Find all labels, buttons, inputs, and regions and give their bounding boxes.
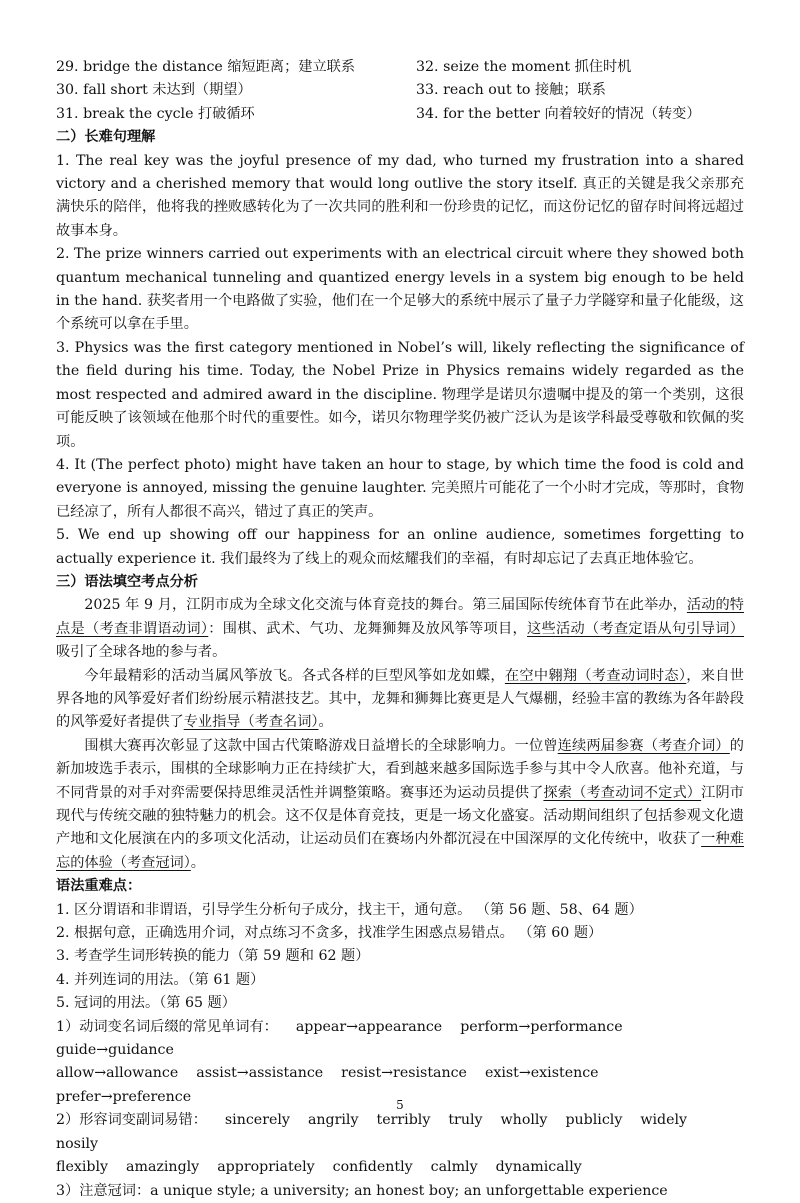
p3-blank-3: 一种难忘的体验（考查冠词）: [56, 831, 744, 871]
p3-blank-1: 连续两届参赛（考查介词）: [557, 737, 730, 754]
p3-text-c: 江阴市现代与传统交融的独特魅力的机会。这不仅是体育竞技，更是一场文化盛宴。活动期间组织了包括参观文化遗产地和文化展演在内的多项文化活动，让运动员们在赛场内外都沉浸在中国深厚的文化传统中，收获了: [56, 784, 744, 848]
passage-paragraph-3: [56, 735, 744, 875]
grammar-point-5: 5. 冠词的用法。（第 65 题）: [56, 995, 236, 1012]
adverb-word: truly: [448, 1112, 483, 1129]
p1-text-a: 2025 年 9 月，江阴市成为全球文化交流与体育竞技的舞台。第三届国际传统体育节在此举办，: [84, 597, 687, 614]
passage-paragraph-1: [56, 594, 744, 664]
p3-text-b: 的新加坡选手表示，围棋的全球影响力正在持续扩大，看到越来越多国际选手参与其中令人欣喜。他补充道，与不同背景的对手对弈需要保持思维灵活性并调整策略。赛事还为运动员提供了: [56, 737, 744, 801]
adverb-word: widely: [640, 1112, 688, 1129]
phrase-30: 30. fall short 未达到（期望）: [56, 82, 252, 99]
page-number: 5: [396, 1098, 404, 1112]
p3-text-d: 。: [190, 854, 205, 871]
adverb-label: 2）形容词变副词易错：: [56, 1112, 207, 1129]
word-pair: allow→allowance: [56, 1065, 179, 1082]
grammar-point-1: 1. 区分谓语和非谓语，引导学生分析句子成分，找主干，通句意。 （第 56 题、58、64 题）: [56, 901, 643, 918]
section-heading-long-sentences: 二）长难句理解: [56, 129, 156, 146]
word-pair: exist→existence: [484, 1065, 599, 1082]
adverb-word: angrily: [307, 1112, 359, 1129]
phrase-33: 33. reach out to 接触；联系: [416, 82, 606, 99]
grammar-point-3: 3. 考查学生词形转换的能力（第 59 题和 62 题）: [56, 948, 370, 965]
phrase-32: 32. seize the moment 抓住时机: [416, 59, 632, 75]
word-pair: resist→resistance: [341, 1065, 467, 1082]
word-pair: assist→assistance: [196, 1065, 324, 1082]
adverb-word: appropriately: [217, 1159, 315, 1176]
adverb-word: nosily: [56, 1135, 99, 1152]
p3-blank-2: 探索（考查动词不定式）: [543, 784, 702, 801]
long-sentence-1: 1. The real key was the joyful presence of my dad, who turned my frustration into a shared victory and a cherished memory that would long outlive the story itself. 真正的关键是我父亲那充满快乐的陪伴，他将我的挫败感转化为了一次共同的胜利和一份珍贵的记忆，而这份记忆的留存时间将远超过故事本身。: [56, 152, 744, 239]
phrase-31: 31. break the cycle 打破循环: [56, 105, 255, 122]
p3-text-a: 围棋大赛再次彰显了这款中国古代策略游戏日益增长的全球影响力。一位曾: [84, 737, 558, 754]
p2-blank-2: 专业指导（考查名词）: [183, 714, 319, 731]
adverb-word: flexibly: [56, 1159, 109, 1176]
adverb-word: amazingly: [126, 1159, 200, 1176]
grammar-point-2: 2. 根据句意，正确选用介词，对点练习不贪多，找准学生困惑点易错点。 （第 60 题）: [56, 925, 603, 942]
noun-suffix-list: [56, 1016, 744, 1063]
long-sentence-3: 3. Physics was the first category mentioned in Nobel’s will, likely reflecting the significance of the field during his time. Today, the Nobel Prize in Physics remains widely regarded as the most respected and admired award in the discipline. 物理学是诺贝尔遗嘱中提及的第一个类别，这很可能反映了该领域在他那个时代的重要性。如今，诺贝尔物理学奖仍被广泛认为是该学科最受尊敬和钦佩的奖项。: [56, 339, 744, 450]
phrase-list: [56, 56, 744, 126]
adverb-word: sincerely: [224, 1112, 290, 1129]
p1-blank-1: 活动的特点是（考查非谓语动词）: [56, 597, 744, 637]
word-pair: prefer→preference: [56, 1088, 192, 1105]
word-pair: perform→performance: [460, 1018, 623, 1035]
adverb-word: confidently: [332, 1159, 413, 1176]
adverb-word: terribly: [376, 1112, 431, 1129]
word-pair: appear→appearance: [295, 1018, 443, 1035]
adverb-word: dynamically: [495, 1159, 582, 1176]
p2-blank-1: 在空中翱翔（考查动词时态）: [504, 667, 687, 684]
long-sentence-5: 5. We end up showing off our happiness for an online audience, sometimes forgetting to actually experience it. 我们最终为了线上的观众而炫耀我们的幸福，有时却忘记了去真正地体验它。: [56, 527, 744, 567]
noun-suffix-label: 1）动词变名词后缀的常见单词有：: [56, 1018, 278, 1035]
p1-blank-2: 这些活动（考查定语从句引导词）: [526, 620, 744, 637]
phrase-29: 29. bridge the distance 缩短距离；建立联系: [56, 59, 356, 75]
p2-text-a: 今年最精彩的活动当属风筝放飞。各式各样的巨型风筝如龙如蝶，: [84, 667, 505, 684]
long-sentence-4: 4. It (The perfect photo) might have taken an hour to stage, by which time the food is cold and everyone is annoyed, missing the genuine laughter. 完美照片可能花了一个小时才完成，等那时，食物已经凉了，所有人都很不高兴，错过了真正的笑声。: [56, 456, 744, 520]
grammar-key-points-heading: 语法重难点：: [56, 878, 142, 895]
long-sentence-2: 2. The prize winners carried out experiments with an electrical circuit where they showed both quantum mechanical tunneling and quantized energy levels in a system big enough to be held in the hand. 获奖者用一个电路做了实验，他们在一个足够大的系统中展示了量子力学隧穿和量子化能级，这个系统可以拿在手里。: [56, 246, 744, 333]
adverb-word: publicly: [565, 1112, 623, 1129]
p2-text-c: 。: [318, 714, 333, 731]
article-examples: 3）注意冠词：a unique style; a university; an honest boy; an unforgettable experience: [56, 1182, 668, 1199]
word-pair: guide→guidance: [56, 1042, 174, 1059]
phrase-34: 34. for the better 向着较好的情况（转变）: [416, 105, 701, 122]
section-heading-grammar-fill: 三）语法填空考点分析: [56, 573, 198, 590]
p1-text-b: ：围棋、武术、气功、龙舞狮舞及放风筝等项目，: [208, 620, 527, 637]
adverb-word: calmly: [430, 1159, 478, 1176]
grammar-point-4: 4. 并列连词的用法。（第 61 题）: [56, 971, 265, 988]
p1-text-c: 吸引了全球各地的参与者。: [56, 644, 227, 661]
passage-paragraph-2: [56, 665, 744, 735]
p2-text-b: ，来自世界各地的风筝爱好者们纷纷展示精湛技艺。其中，龙舞和狮舞比赛更是人气爆棚，经验丰富的教练为各年龄段的风筝爱好者提供了: [56, 667, 744, 731]
adverb-word: wholly: [500, 1112, 548, 1129]
adverb-list-cont: [56, 1156, 744, 1179]
